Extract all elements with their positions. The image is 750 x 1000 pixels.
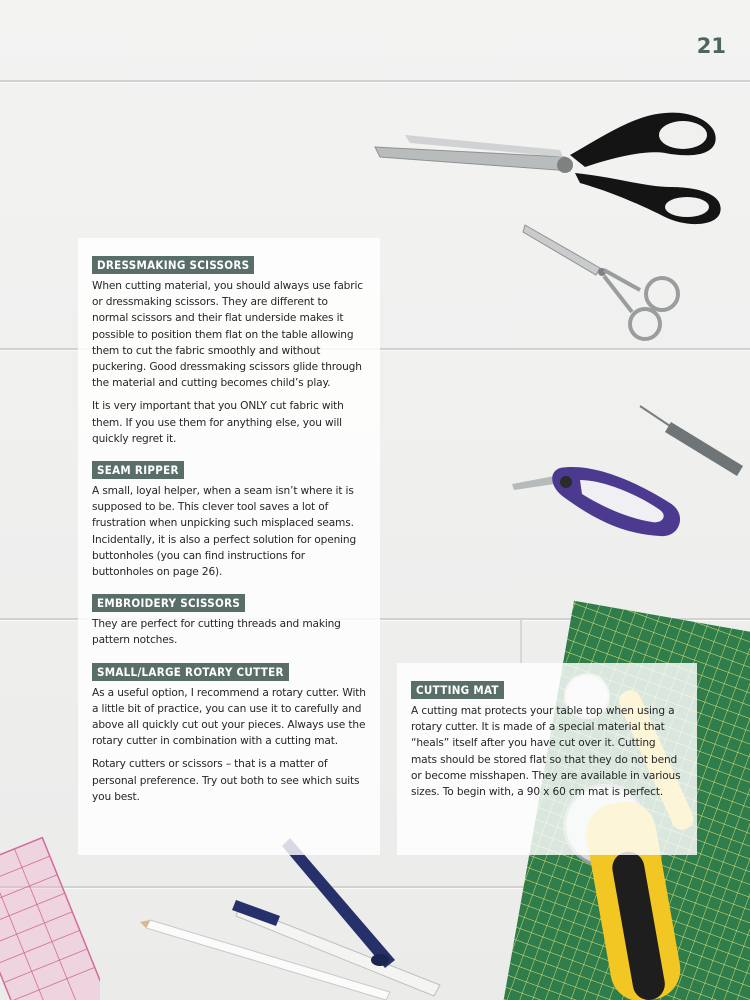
cutting-mat-panel (397, 663, 697, 855)
section-paragraph: As a useful option, I recommend a rotary cutter. With a little bit of practice, you can use it to carefully and above all quickly cut out your pieces. Always use the rotary cutter in combination with a cutting mat. (92, 686, 366, 748)
section-paragraph: When cutting material, you should always use fabric or dressmaking scissors. They are different to normal scissors and their flat underside makes it possible to position them flat on the table allowing them to cut the fabric smoothly and without puckering. Good dressmaking scissors glide through the material and cutting becomes child’s play. (92, 280, 363, 390)
section-heading: SEAM RIPPER (92, 461, 184, 479)
dressmaking-scissors-illustration (365, 95, 740, 240)
small-scissors-illustration (520, 220, 690, 345)
section-rotary-cutter (92, 661, 366, 805)
page-number: 21 (696, 34, 726, 58)
embroidery-scissors-illustration (510, 458, 685, 543)
section-heading: DRESSMAKING SCISSORS (92, 256, 254, 274)
section-heading: SMALL/LARGE ROTARY CUTTER (92, 663, 289, 681)
section-embroidery-scissors (92, 592, 366, 648)
section-paragraph: Rotary cutters or scissors – that is a matter of personal preference. Try out both to see which suits you best. (92, 758, 360, 803)
section-paragraph: It is very important that you ONLY cut fabric with them. If you use them for anything else, you will quickly regret it. (92, 400, 344, 445)
section-paragraph: They are perfect for cutting threads and making pattern notches. (92, 618, 341, 647)
section-paragraph: A small, loyal helper, when a seam isn’t where it is supposed to be. This clever tool saves a lot of frustration when unpicking such misplaced seams. Incidentally, it is also a perfect solution for opening buttonholes (you can find instructions for buttonholes on page 26). (92, 485, 357, 579)
section-dressmaking-scissors (92, 254, 366, 447)
board-seam (0, 80, 750, 82)
tool-descriptions-panel (78, 238, 380, 855)
section-heading: EMBROIDERY SCISSORS (92, 594, 245, 612)
pens-illustration (140, 830, 470, 1000)
section-seam-ripper (92, 459, 366, 580)
section-heading: CUTTING MAT (411, 681, 504, 699)
section-paragraph: A cutting mat protects your table top when using a rotary cutter. It is made of a special material that “heals” itself after you have cut over it. Cutting mats should be stored flat so that they do not bend or become misshapen. They are available in various sizes. To begin with, a 90 x 60 cm mat is perfect. (411, 705, 681, 799)
